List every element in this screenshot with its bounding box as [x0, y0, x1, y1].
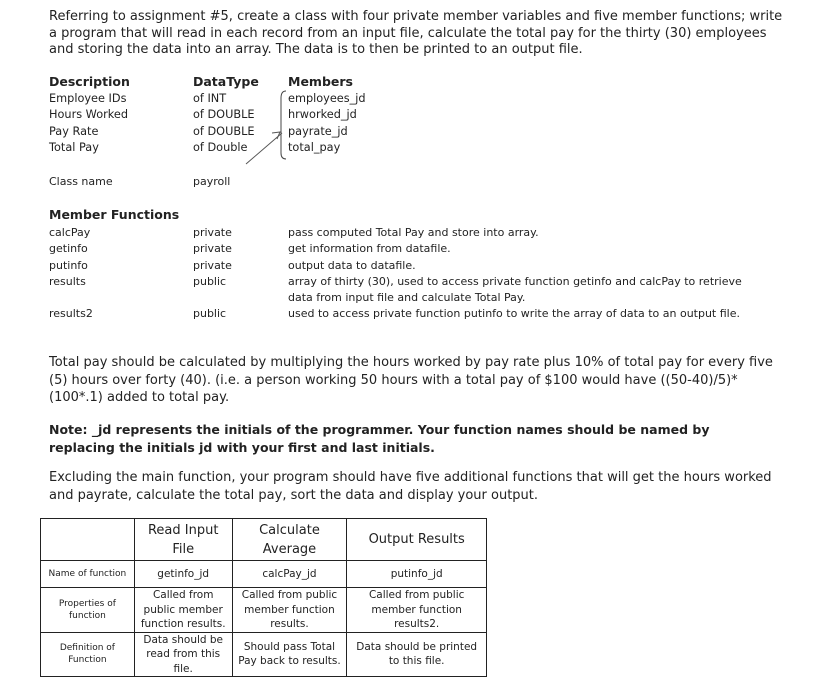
table-cell: Called from public member function results. [232, 588, 347, 633]
function-name: results2 [49, 307, 93, 320]
function-access-cell: private [193, 258, 232, 272]
intro-paragraph: Referring to assignment #5, create a class with four private member variables and five member functions; write a program that will read in each record from an input file, calculate the total pay for the thirty (30) employees and storing the data into an array. The data is to then be printed to an output file. [49, 9, 783, 57]
table-header-cell: Output Results [347, 519, 487, 561]
function-access-cell: public [193, 307, 227, 320]
table-cell: Data should be printed to this file. [347, 632, 487, 677]
table-cell: getinfo_jd [134, 561, 232, 588]
description-column [49, 74, 130, 157]
function-desc: used to access private function putinfo to write the array of data to an output file. [288, 307, 740, 320]
table-cell: putinfo_jd [347, 561, 487, 588]
annotation-marks [240, 88, 290, 200]
excluding-paragraph: Excluding the main function, your program should have five additional functions that will get the hours worked and payrate, calculate the total pay, sort the data and display your output. [49, 470, 772, 503]
members-header: Members [288, 74, 353, 89]
function-desc: get information from datafile. [288, 242, 451, 256]
table-row [41, 632, 487, 677]
function-access [193, 225, 232, 290]
total-pay-paragraph: Total pay should be calculated by multiplying the hours worked by pay rate plus 10% of total pay for every five (5) hours over forty (40). (i.e. a person working 50 hours with a total pay of $100 would have ((50-40)/5)*(100*.1) added to total pay. [49, 355, 773, 405]
table-row-label: Definition of Function [41, 632, 135, 677]
table-cell: Should pass Total Pay back to results. [232, 632, 347, 677]
table-row [41, 561, 487, 588]
function-descriptions [288, 225, 768, 306]
description-cell: Pay Rate [49, 124, 99, 138]
note-paragraph: Note: _jd represents the initials of the programmer. Your function names should be named by replacing the initials jd with your first and last initials. [49, 422, 710, 455]
description-cell: Total Pay [49, 141, 99, 154]
function-desc: array of thirty (30), used to access private function getinfo and calcPay to retrieve data from input file and calculate Total Pay. [288, 274, 742, 305]
arrow-line-icon [246, 133, 282, 164]
table-cell: calcPay_jd [232, 561, 347, 588]
function-access-cell: public [193, 274, 227, 288]
table-header-cell: Calculate Average [232, 519, 347, 561]
function-names [49, 225, 90, 290]
member-cell: employees_jd [288, 91, 366, 105]
table-header-row [41, 519, 487, 561]
table-cell: Data should be read from this file. [134, 632, 232, 677]
member-cell: total_pay [288, 141, 341, 154]
datatype-header: DataType [193, 74, 259, 89]
function-desc: pass computed Total Pay and store into array. [288, 226, 539, 239]
function-name: results [49, 274, 86, 288]
function-access-cell: private [193, 226, 232, 239]
function-table [40, 518, 487, 677]
table-row [41, 588, 487, 633]
table-cell: Called from public member function results2. [347, 588, 487, 633]
table-row-label: Properties of function [41, 588, 135, 633]
description-cell: Hours Worked [49, 108, 129, 121]
table-cell: Called from public member function results. [134, 588, 232, 633]
function-name: calcPay [49, 226, 91, 239]
member-functions-heading: Member Functions [49, 207, 180, 222]
function-name: getinfo [49, 242, 88, 256]
table-header-cell: Read Input File [134, 519, 232, 561]
function-access-cell: private [193, 242, 232, 256]
datatype-cell: of DOUBLE [193, 124, 255, 138]
member-cell: hrworked_jd [288, 108, 357, 121]
brace-icon [281, 91, 286, 159]
table-row-label: Name of function [41, 561, 135, 588]
class-name-label: Class name [49, 175, 113, 188]
datatype-cell: of Double [193, 141, 248, 154]
members-column [288, 74, 366, 157]
class-name-value: payroll [193, 175, 231, 188]
datatype-cell: of DOUBLE [193, 108, 255, 121]
function-desc: output data to datafile. [288, 258, 416, 272]
function-name: putinfo [49, 258, 88, 272]
description-header: Description [49, 74, 130, 89]
member-cell: payrate_jd [288, 124, 348, 138]
table-corner-cell [41, 519, 135, 561]
datatype-cell: of INT [193, 91, 227, 105]
description-cell: Employee IDs [49, 91, 127, 105]
